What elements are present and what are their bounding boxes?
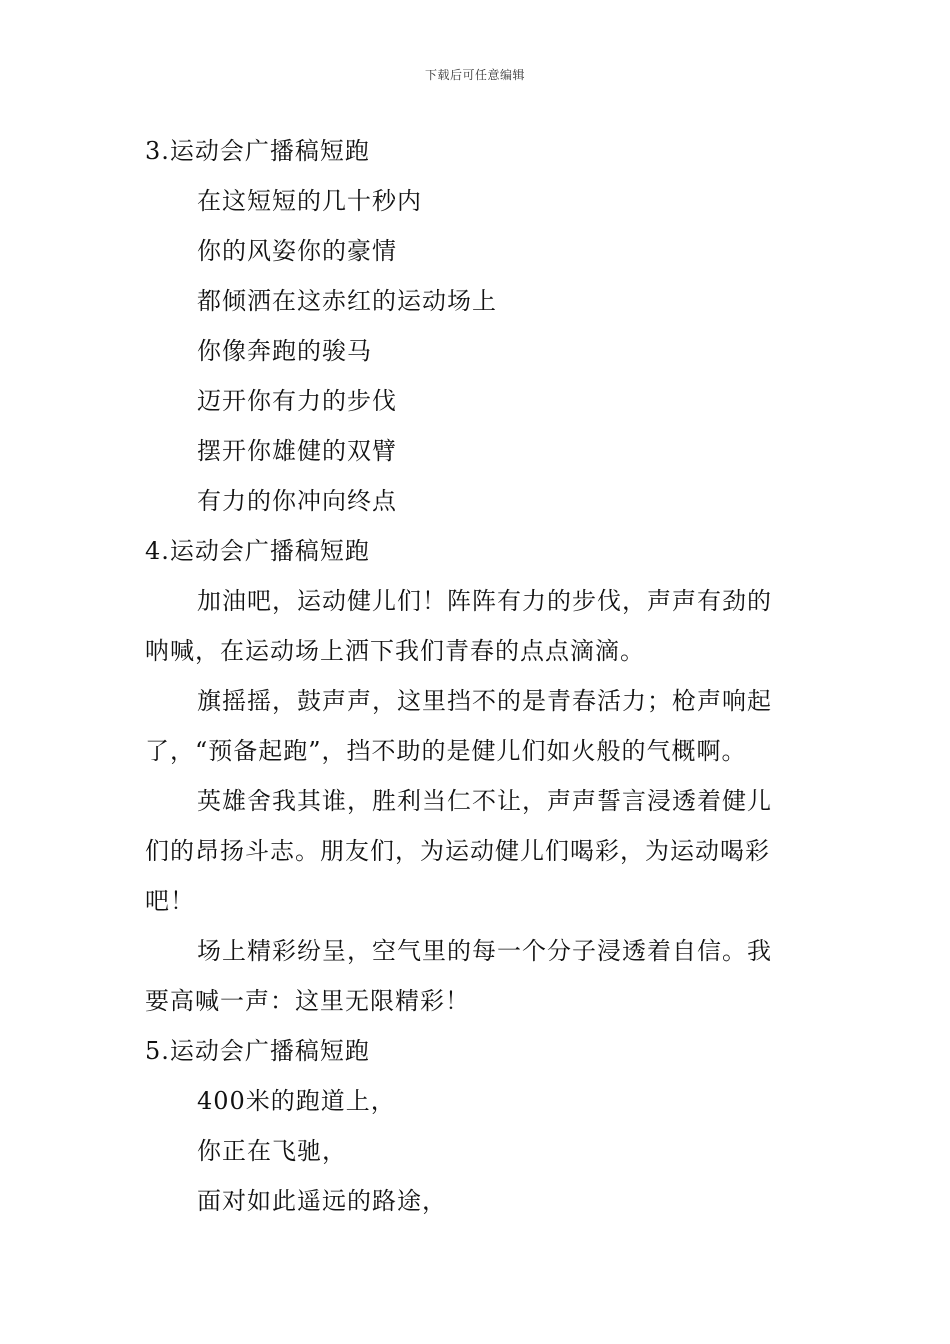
poem-line: 你像奔跑的骏马 [197,337,372,365]
poem-line: 有力的你冲向终点 [197,487,397,515]
poem-line: 你的风姿你的豪情 [197,237,397,265]
paragraph-line: 加油吧，运动健儿们！阵阵有力的步伐，声声有劲的 [197,587,772,615]
poem-line: 400米的跑道上， [197,1087,396,1115]
section-heading: 5.运动会广播稿短跑 [145,1037,370,1065]
paragraph-line: 呐喊，在运动场上洒下我们青春的点点滴滴。 [145,637,645,665]
poem-line: 你正在飞驰， [197,1137,347,1165]
paragraph-line: 吧！ [145,887,195,915]
paragraph-line: 旗摇摇，鼓声声，这里挡不的是青春活力；枪声响起 [197,687,772,715]
paragraph-line: 场上精彩纷呈，空气里的每一个分子浸透着自信。我 [197,937,772,965]
document-body [145,126,810,1226]
page-header: 下载后可任意编辑 [424,68,525,82]
paragraph-line: 们的昂扬斗志。朋友们，为运动健儿们喝彩，为运动喝彩 [145,837,770,865]
poem-line: 面对如此遥远的路途， [197,1187,447,1215]
poem-line: 在这短短的几十秒内 [197,187,422,215]
paragraph-line: 英雄舍我其谁，胜利当仁不让，声声誓言浸透着健儿 [197,787,772,815]
paragraph-line: 要高喊一声：这里无限精彩！ [145,987,470,1015]
poem-line: 迈开你有力的步伐 [197,387,397,415]
poem-line: 摆开你雄健的双臂 [197,437,397,465]
paragraph-line: 了，“预备起跑”，挡不助的是健儿们如火般的气概啊。 [145,737,747,765]
section-heading: 3.运动会广播稿短跑 [145,137,370,165]
poem-line: 都倾洒在这赤红的运动场上 [197,287,497,315]
section-heading: 4.运动会广播稿短跑 [145,537,370,565]
